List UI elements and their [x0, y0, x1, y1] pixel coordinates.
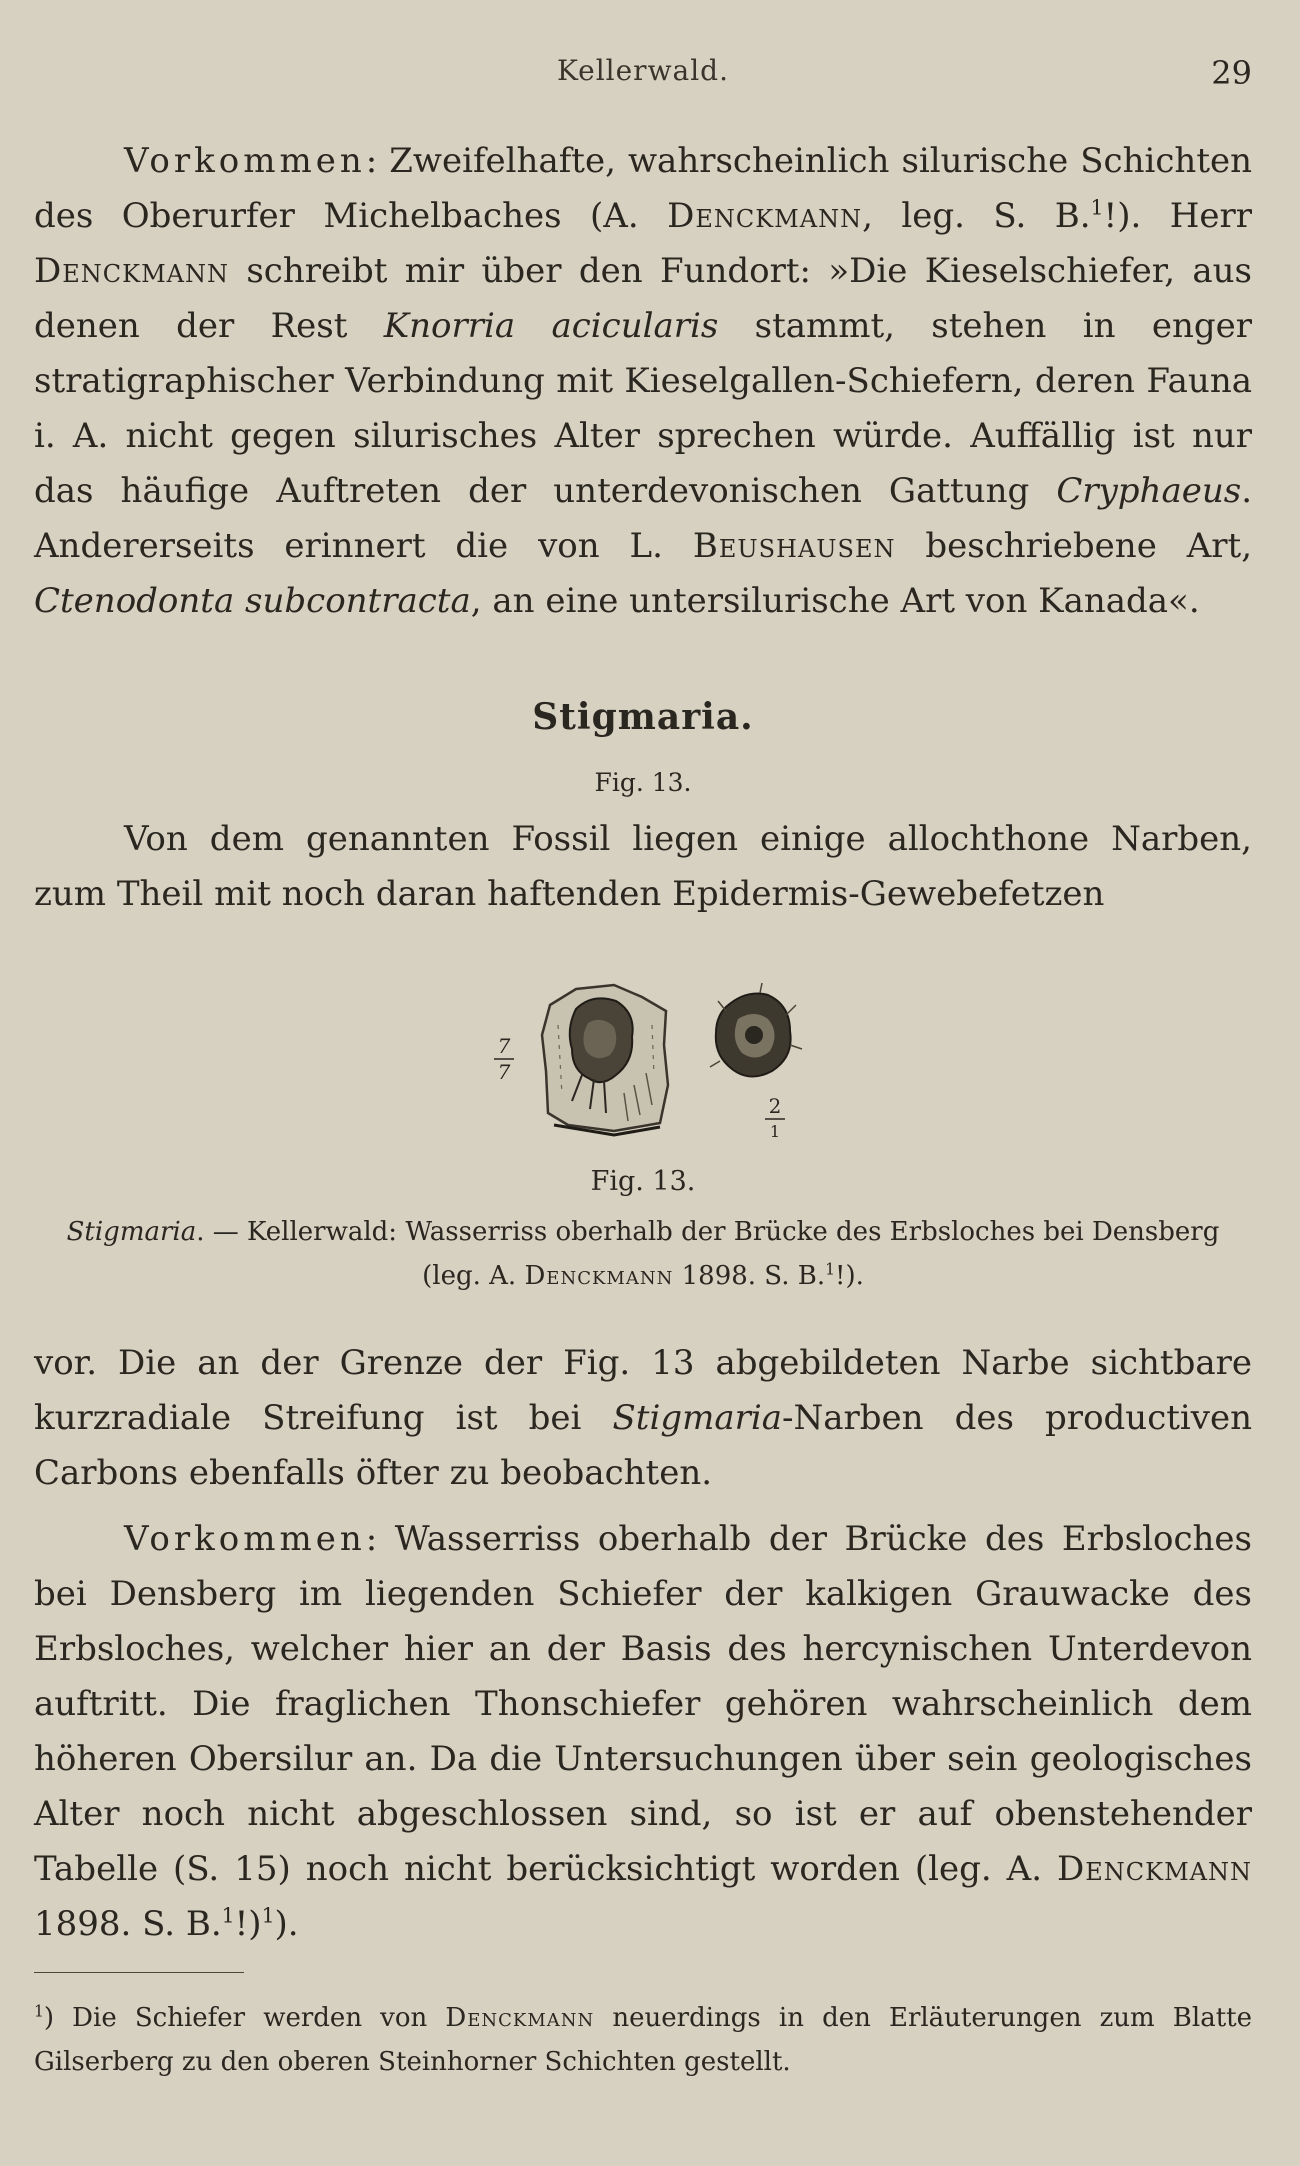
figure-label: Fig. 13. [590, 1166, 696, 1197]
section-fig-reference: Fig. 13. [594, 768, 692, 797]
page [34, 0, 1252, 2166]
footnote-divider [34, 1972, 244, 1973]
author-name: Denckmann [524, 1261, 674, 1291]
scale-right-numerator: 2 [768, 1094, 782, 1118]
scale-left-numerator: 7 [497, 1034, 511, 1058]
footnote: $^1$) Die Schiefer werden von Denckmann neuerdings in den Erläuterungen zum Blatte Gilserberg zu den oberen Steinhorner Schichten gestellt. [34, 2002, 1252, 2077]
scale-right [765, 1094, 785, 1141]
author-name: Beushausen [692, 526, 896, 566]
paragraph-continuation: vor. Die an der Grenze der Fig. 13 abgebildeten Narbe sichtbare kurzradiale Streifung ist bei Stigmaria-Narben des productiven Carbons ebenfalls öfter zu beobachten. [34, 1343, 1253, 1493]
page-number: 29 [1211, 54, 1252, 92]
scale-left-denominator: 7 [497, 1060, 511, 1084]
footnote-number: 1 [34, 2002, 44, 2021]
author-name: Denckmann [34, 251, 229, 291]
vorkommen-label: Vorkommen [124, 1519, 366, 1559]
paragraph-vorkommen-1: Vorkommen: Zweifelhafte, wahrscheinlich silurische Schichten des Oberurfer Michelbaches (A. Denckmann, leg. S. B.$^1$!). Herr Denckmann schreibt mir über den Fundort: »Die Kieselschiefer, aus denen der Rest Knorria acicularis stammt, stehen in enger stratigraphischer Verbindung mit Kieselgallen-Schiefern, deren Fauna i. A. nicht gegen silurisches Alter sprechen würde. Auffällig ist nur das häufige Auftreten der unterdevonischen Gattung Cryphaeus. Andererseits erinnert die von L. Beushausen beschriebene Art, Ctenodonta subcontracta, an eine untersilurische Art von Kanada«. [34, 141, 1253, 621]
taxon-name: Stigmaria [66, 1217, 197, 1247]
running-title: Kellerwald. [556, 54, 730, 87]
author-name: Denckmann [667, 196, 863, 236]
figure-caption: Stigmaria. — Kellerwald: Wasserriss oberhalb der Brücke des Erbsloches bei Densberg (leg. A. Denckmann 1898. S. B.$^1$!). [66, 1217, 1220, 1291]
paragraph-vorkommen-2: Vorkommen: Wasserriss oberhalb der Brücke des Erbsloches bei Densberg im liegenden Schiefer der kalkigen Grauwacke des Erbsloches, welcher hier an der Basis des hercynischen Unterdevon auftritt. Die fraglichen Thonschiefer gehören wahrscheinlich dem höheren Obersilur an. Da die Untersuchungen über sein geologisches Alter noch nicht abgeschlossen sind, so ist er auf obenstehender Tabelle (S. 15) noch nicht berücksichtigt worden (leg. A. Denckmann 1898. S. B.$^1$!)$^1$). [34, 1519, 1252, 1944]
taxon-name: Ctenodonta subcontracta [34, 581, 471, 621]
taxon-name: Stigmaria [612, 1398, 783, 1438]
vorkommen-label: Vorkommen [124, 141, 366, 181]
paragraph-description: Von dem genannten Fossil liegen einige allochthone Narben, zum Theil mit noch daran haftenden Epidermis-Gewebefetzen [34, 819, 1252, 914]
taxon-name: Cryphaeus [1056, 471, 1242, 511]
author-name: Denckmann [1057, 1849, 1252, 1889]
fossil-fragment-large [542, 985, 668, 1135]
taxon-name: Knorria acicularis [383, 306, 719, 346]
author-name: Denckmann [445, 2003, 595, 2033]
stigmaria-illustration [464, 975, 864, 1155]
fossil-scar-enlarged [710, 983, 802, 1077]
running-head [34, 54, 1252, 94]
scale-right-denominator: 1 [769, 1122, 781, 1141]
scale-left [494, 1034, 514, 1084]
footnote-marker: 1 [261, 1903, 275, 1928]
section-heading: Stigmaria. [532, 696, 754, 738]
figure-stigmaria [464, 975, 864, 1155]
